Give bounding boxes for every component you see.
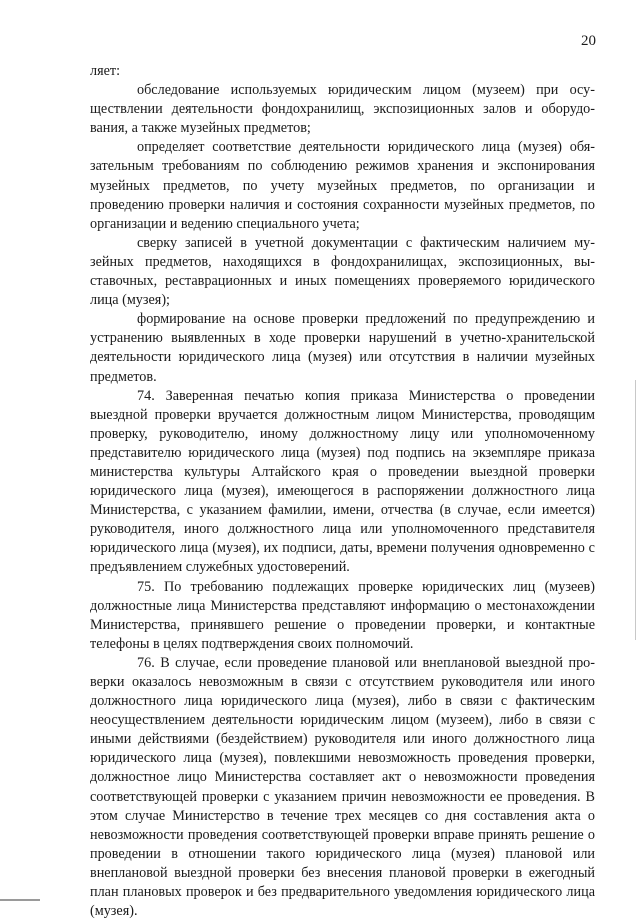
document-body <box>90 62 595 921</box>
scan-edge-line <box>635 380 636 640</box>
paragraph-clause-75: 75. По требованию подлежащих проверке юридических лиц (музеев) должностные лица Министерства представляют информацию о местонахождении Министерства, принявшего решение о проведении проверки, и контактные телефоны в целях подтверждения своих полномочий. <box>90 578 595 652</box>
paragraph-continuation: ляет: <box>90 63 121 79</box>
paragraph-compliance-item: определяет соответствие деятельности юридического лица (музея) обязательным требованиям по соблюдению режимов хранения и экспонирования музейных предметов, по учету музейных предметов, по организации и проведению проверки наличия и состояния сохранности музейных предметов, по организации и ведению специального учета; <box>90 139 595 232</box>
paragraph-inspection-item: обследование используемых юридическим лицом (музеем) при осуществлении деятельности фондохранилищ, экспозиционных залов и оборудования, а также музейных предметов; <box>90 82 595 137</box>
page-number: 20 <box>581 33 596 49</box>
paragraph-proposals-item: формирование на основе проверки предложений по предупреждению и устранению выявленных в ходе проверки нарушений в учетно-хранительской деятельности юридического лица (музея) или отсутствия в наличии музейных предметов. <box>90 311 595 385</box>
paragraph-clause-76: 76. В случае, если проведение плановой или внеплановой выездной проверки оказалось невозможным в связи с отсутствием руководителя или иного должностного лица юридического лица (музея), либо в связи с фактическим неосуществлением деятельности юридическим лицом (музеем), либо в связи с иными действиями (бездействием) руководителя или иного должностного лица юридического лица (музея), повлекшими невозможность проведения проверки, должностное лицо Министерства составляет акт о невозможности проведения соответствующей проверки с указанием причин невозможности ее проведения. В этом случае Министерство в течение трех месяцев со дня составления акта о невозможности проведения соответствующей проверки вправе принять решение о проведении в отношении такого юридического лица (музея) плановой или внеплановой выездной проверки без внесения плановой проверки в ежегодный план плановых проверок и без предварительного уведомления юридического лица (музея). <box>90 654 595 920</box>
paragraph-clause-74: 74. Заверенная печатью копия приказа Министерства о проведении выездной проверки вручается должностным лицом Министерства, проводящим проверку, руководителю, иному должностному лицу или уполномоченному представителю юридического лица (музея) под подпись на экземпляре приказа министерства культуры Алтайского края о проведении выездной проверки юридического лица (музея), имеющегося в распоряжении должностного лица Министерства, с указанием фамилии, имени, отчества (в случае, если имеется) руководителя, иного должностного лица или уполномоченного представителя юридического лица (музея), их подписи, даты, времени получения одновременно с предъявлением служебных удостоверений. <box>90 387 595 576</box>
paragraph-records-check-item: сверку записей в учетной документации с фактическим наличием музейных предметов, находящихся в фондохранилищах, экспозиционных, выставочных, реставрационных и иных помещениях проверяемого юридического лица (музея); <box>90 234 595 309</box>
scan-corner-mark <box>0 899 40 901</box>
